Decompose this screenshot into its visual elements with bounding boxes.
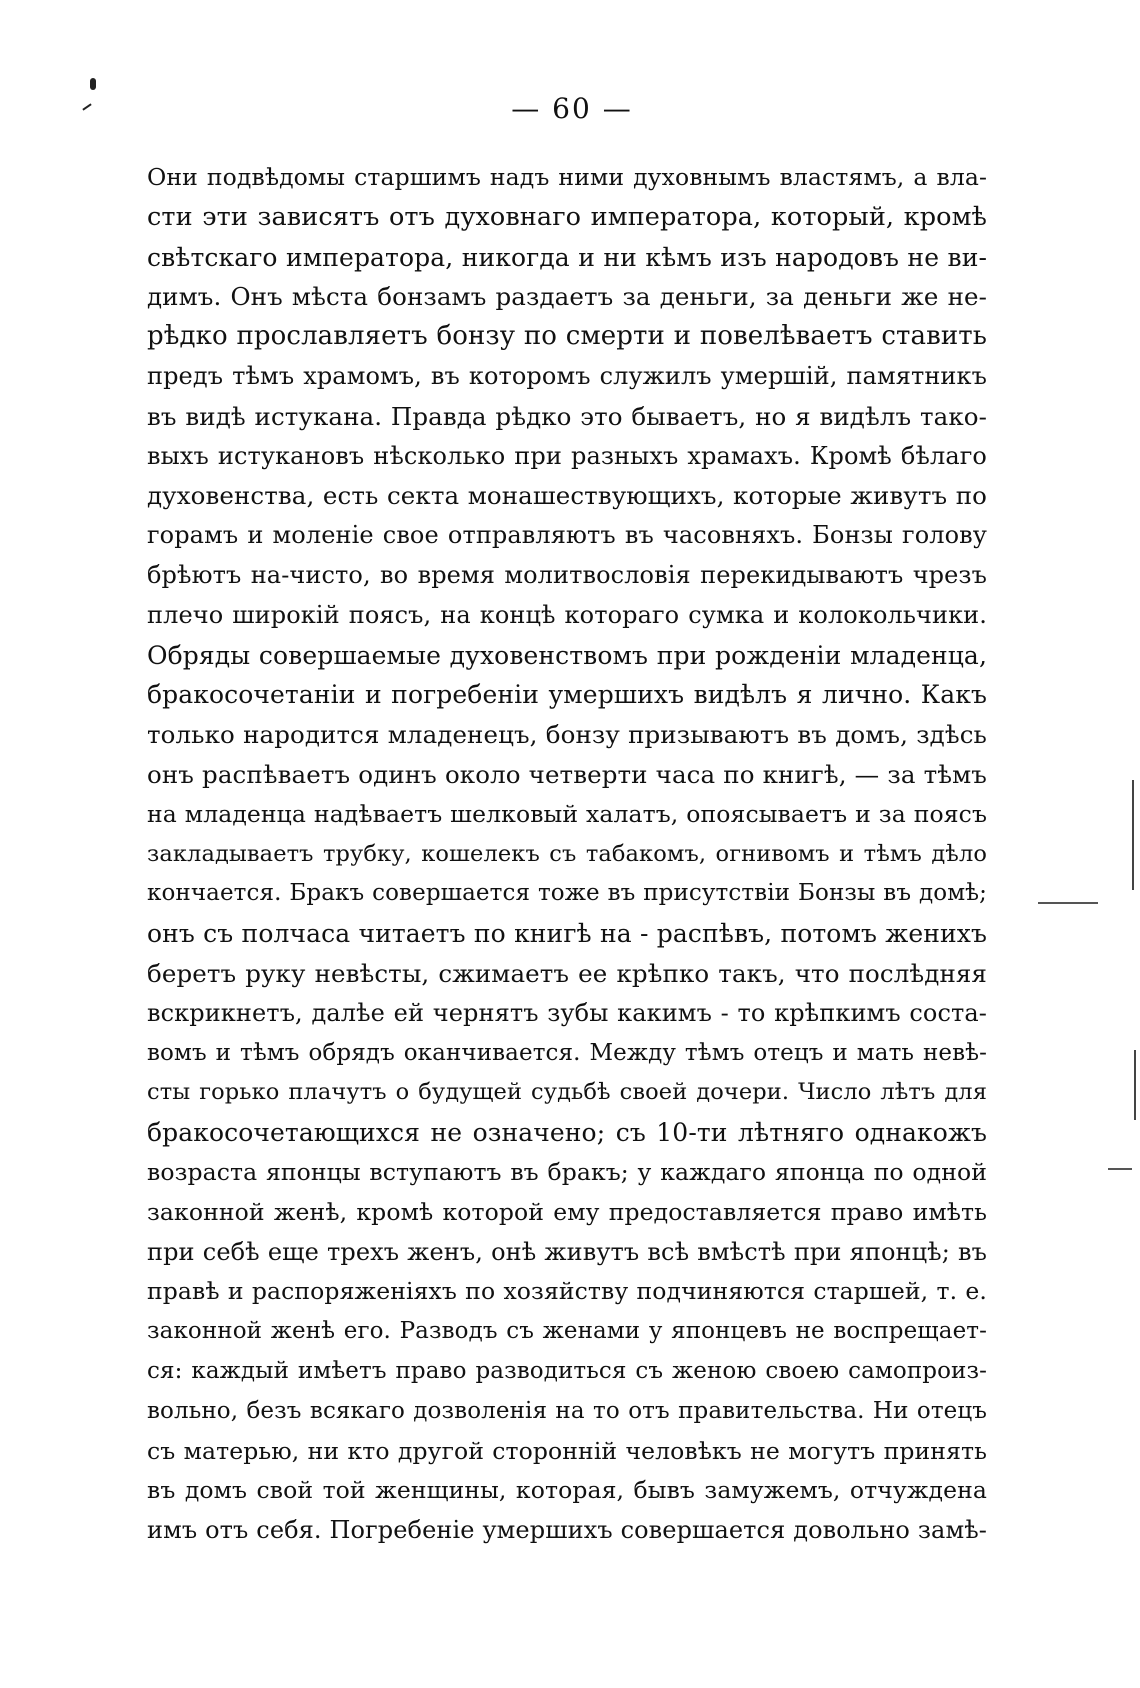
text-line: рѣдко прославляетъ бонзу по смерти и повелѣваетъ ставить — [147, 321, 987, 352]
text-line: вскрикнетъ, далѣе ей чернятъ зубы какимъ - то крѣпкимъ соста- — [147, 998, 987, 1027]
text-line: бракосочетаніи и погребеніи умершихъ видѣлъ я лично. Какъ — [147, 680, 987, 710]
text-line: ся: каждый имѣетъ право разводиться съ женою своею самопроиз- — [147, 1357, 987, 1384]
body-text — [147, 158, 987, 1551]
text-line: въ домъ свой той женщины, которая, бывъ замужемъ, отчуждена — [147, 1476, 987, 1505]
text-line: свѣтскаго императора, никогда и ни кѣмъ изъ народовъ не ви- — [147, 242, 987, 272]
text-line: плечо широкій поясъ, на концѣ котораго сумка и колокольчики. — [147, 600, 987, 629]
text-line: димъ. Онъ мѣста бонзамъ раздаетъ за деньги, за деньги же не- — [147, 282, 987, 312]
text-line: возраста японцы вступаютъ въ бракъ; у каждаго японца по одной — [147, 1157, 987, 1186]
scan-speck — [90, 78, 96, 90]
scan-speck — [1038, 902, 1098, 904]
scan-speck — [1108, 1168, 1132, 1170]
page-number: — 60 — — [511, 92, 633, 125]
text-line: на младенца надѣваетъ шелковый халатъ, опоясываетъ и за поясъ — [147, 799, 987, 828]
text-line: кончается. Бракъ совершается тоже въ присутствіи Бонзы въ домѣ; — [147, 880, 987, 907]
scan-speck — [1134, 1050, 1136, 1120]
text-line: бракосочетающихся не означено; съ 10-ти лѣтняго однакожъ — [147, 1118, 987, 1148]
text-line: сти эти зависятъ отъ духовнаго императора, который, кромѣ — [147, 201, 987, 232]
text-line: сты горько плачутъ о будущей судьбѣ своей дочери. Число лѣтъ для — [147, 1079, 987, 1106]
text-line: Обряды совершаемые духовенствомъ при рожденіи младенца, — [147, 640, 987, 670]
text-line: законной женѣ, кромѣ которой ему предоставляется право имѣть — [147, 1197, 987, 1226]
text-line: выхъ истукановъ нѣсколько при разныхъ храмахъ. Кромѣ бѣлаго — [147, 441, 987, 470]
text-line: только народится младенецъ, бонзу призываютъ въ домъ, здѣсь — [147, 720, 987, 750]
text-line: онъ съ полчаса читаетъ по книгѣ на - распѣвъ, потомъ женихъ — [147, 919, 987, 949]
text-line: имъ отъ себя. Погребеніе умершихъ совершается довольно замѣ- — [147, 1516, 987, 1545]
text-line: закладываетъ трубку, кошелекъ съ табакомъ, огнивомъ и тѣмъ дѣло — [147, 840, 987, 867]
text-line: предъ тѣмъ храмомъ, въ которомъ служилъ умершій, памятникъ — [147, 361, 987, 390]
text-line: законной женѣ его. Разводъ съ женами у японцевъ не воспрещает- — [147, 1318, 987, 1345]
text-line: съ матерью, ни кто другой сторонній человѣкъ не могутъ принять — [147, 1436, 987, 1465]
text-line: духовенства, есть секта монашествующихъ, которые живутъ по — [147, 481, 987, 511]
text-line: онъ распѣваетъ одинъ около четверти часа по книгѣ, — за тѣмъ — [147, 759, 987, 789]
text-line: вомъ и тѣмъ обрядъ оканчивается. Между тѣмъ отецъ и мать невѣ- — [147, 1039, 987, 1066]
scan-speck — [1132, 780, 1134, 890]
text-line: беретъ руку невѣсты, сжимаетъ ее крѣпко такъ, что послѣдняя — [147, 958, 987, 988]
text-line: брѣютъ на-чисто, во время молитвословія перекидываютъ чрезъ — [147, 560, 987, 589]
text-line: правѣ и распоряженіяхъ по хозяйству подчиняются старшей, т. е. — [147, 1277, 987, 1306]
text-line: Они подвѣдомы старшимъ надъ ними духовнымъ властямъ, а вла- — [147, 163, 987, 191]
text-line: въ видѣ истукана. Правда рѣдко это бываетъ, но я видѣлъ тако- — [147, 401, 987, 431]
text-line: горамъ и моленіе свое отправляютъ въ часовняхъ. Бонзы голову — [147, 521, 987, 550]
text-line: вольно, безъ всякаго дозволенія на то отъ правительства. Ни отецъ — [147, 1397, 987, 1424]
text-line: при себѣ еще трехъ женъ, онѣ живутъ всѣ вмѣстѣ при японцѣ; въ — [147, 1237, 987, 1266]
